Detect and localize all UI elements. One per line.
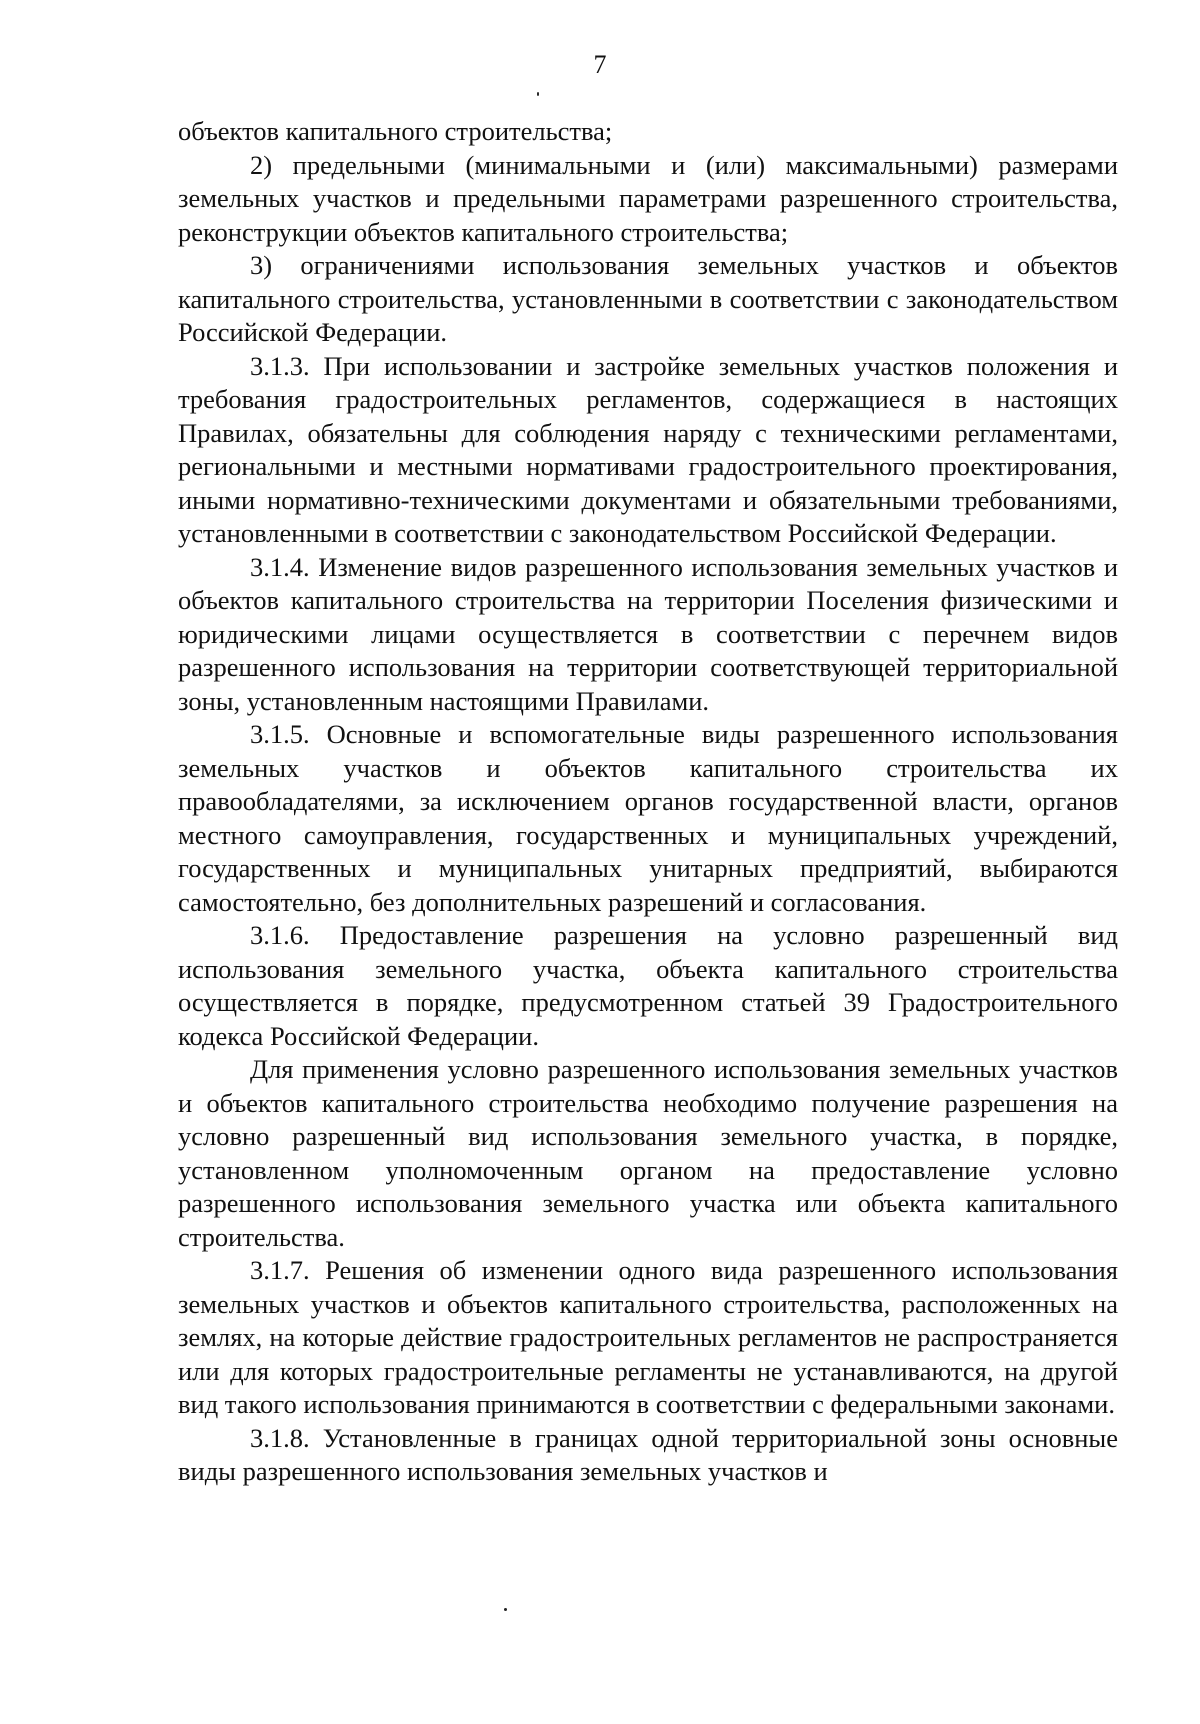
paragraph-8: Для применения условно разрешенного использования земельных участков и объектов капитального строительства необходимо получение разрешения на условно разрешенный вид использования земельного участка, в порядке, установленном уполномоченным органом на предоставление условно разрешенного использования земельного участка или объекта капитального строительства. <box>178 1054 1118 1252</box>
scan-speck <box>504 1608 507 1611</box>
paragraph-5: 3.1.4. Изменение видов разрешенного использования земельных участков и объектов капитального строительства на территории Поселения физическими и юридическими лицами осуществляется в соответствии с перечнем видов разрешенного использования на территории соответствующей территориальной зоны, установленным настоящими Правилами. <box>178 551 1118 716</box>
paragraph-10: 3.1.8. Установленные в границах одной территориальной зоны основные виды разрешенного использования земельных участков и <box>178 1422 1118 1486</box>
paragraph-7: 3.1.6. Предоставление разрешения на условно разрешенный вид использования земельного участка, объекта капитального строительства осуществляется в порядке, предусмотренном статьей 39 Градостроительного кодекса Российской Федерации. <box>178 920 1118 1051</box>
paragraph-4: 3.1.3. При использовании и застройке земельных участков положения и требования градостроительных регламентов, содержащиеся в настоящих Правилах, обязательны для соблюдения наряду с техническими регламентами, региональными и местными нормативами градостроительного проектирования, иными нормативно-техническими документами и обязательными требованиями, установленными в соответствии с законодательством Российской Федерации. <box>178 350 1118 548</box>
page-number: 7 <box>593 50 607 79</box>
paragraph-6: 3.1.5. Основные и вспомогательные виды разрешенного использования земельных участков и объектов капитального строительства их правообладателями, за исключением органов государственной власти, органов местного самоуправления, государственных и муниципальных учреждений, государственных и муниципальных унитарных предприятий, выбираются самостоятельно, без дополнительных разрешений и согласования. <box>178 719 1118 917</box>
paragraph-2: 2) предельными (минимальными и (или) максимальными) размерами земельных участков и предельными параметрами разрешенного строительства, реконструкции объектов капитального строительства; <box>178 149 1118 247</box>
scan-speck <box>537 92 539 96</box>
document-body <box>178 115 1118 1489</box>
paragraph-9: 3.1.7. Решения об изменении одного вида разрешенного использования земельных участков и объектов капитального строительства, расположенных на землях, на которые действие градостроительных регламентов не распространяется или для которых градостроительные регламенты не устанавливаются, на другой вид такого использования принимаются в соответствии с федеральными законами. <box>178 1255 1118 1419</box>
paragraph-3: 3) ограничениями использования земельных участков и объектов капитального строительства, установленными в соответствии с законодательством Российской Федерации. <box>178 250 1118 347</box>
paragraph-1: объектов капитального строительства; <box>178 116 613 146</box>
